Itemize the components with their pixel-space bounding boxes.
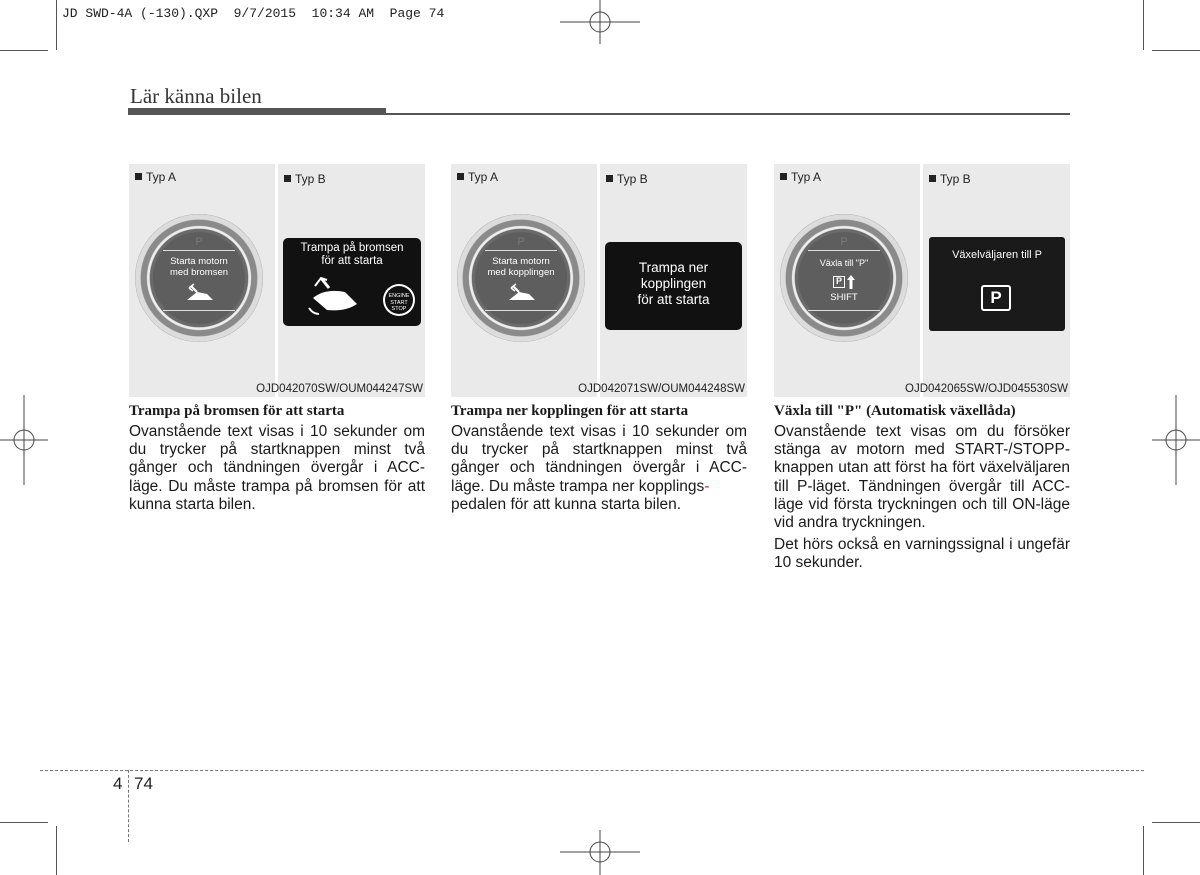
lcd-message-display (929, 237, 1065, 331)
chapter-number: 4 (113, 774, 123, 793)
lcd-message-display (605, 242, 742, 330)
column-1-body (129, 423, 425, 518)
brake-pedal-icon (183, 282, 217, 304)
title-rule-thin (386, 113, 1070, 115)
gauge-text-line-2: SHIFT (830, 292, 858, 303)
column-3-heading: Växla till "P" (Automatisk växellåda) (774, 403, 1016, 419)
page-number: 74 (134, 774, 153, 793)
print-header: JD SWD-4A (-130).QXP 9/7/2015 10:34 AM Page 74 (62, 6, 445, 21)
typ-b-label: Typ B (606, 172, 648, 186)
body-paragraph: Det hörs också en varningssignal i ungefär 10 sekunder. (774, 536, 1070, 572)
typ-b-subpanel (923, 164, 1070, 397)
gear-p-icon: P (833, 276, 845, 288)
gauge-text-line-2: med bromsen (169, 267, 229, 278)
cluster-gauge: P Växla till "P" P SHIFT (780, 214, 908, 342)
typ-b-label: Typ B (284, 172, 326, 186)
footer-dashed-rule (40, 770, 1144, 771)
cluster-gauge: P Starta motorn med bromsen (135, 214, 263, 342)
shift-arrow-up-icon (847, 275, 855, 289)
gauge-text-line-1: Starta motorn (170, 256, 228, 267)
lcd-message-display (283, 238, 421, 326)
engine-start-stop-button-icon: ENGINE START STOP (383, 284, 415, 316)
lcd-text-line-2: kopplingen (640, 276, 707, 291)
typ-b-subpanel (600, 164, 747, 397)
typ-a-subpanel (451, 164, 597, 397)
section-title: Lär känna bilen (130, 84, 262, 108)
column-2-body (451, 423, 747, 518)
hyphen-mark: - (704, 477, 710, 495)
column-2-heading: Trampa ner kopplingen för att starta (451, 403, 689, 419)
body-paragraph: Ovanstående text visas i 10 sekunder om du trycker på startknappen minst två gånger och tändningen övergår i ACC-läge. Du måste trampa ner kopplings- pedalen för att kunna starta bilen. (451, 423, 747, 513)
typ-a-label: Typ A (457, 170, 498, 184)
column-1-heading: Trampa på bromsen för att starta (129, 403, 345, 419)
gear-p-icon: P (981, 285, 1011, 311)
column-3-body (774, 423, 1070, 577)
lcd-text-line-2: för att starta (321, 255, 383, 267)
illustration-panel-1 (129, 164, 425, 397)
figure-caption: OJD042065SW/OJD045530SW (905, 383, 1068, 395)
lcd-text-line-1: Trampa på bromsen (300, 242, 404, 254)
illustration-panel-3 (774, 164, 1070, 397)
registration-mark-left (0, 395, 50, 485)
figure-caption: OJD042071SW/OUM044248SW (578, 383, 745, 395)
figure-caption: OJD042070SW/OUM044247SW (256, 383, 423, 395)
typ-b-subpanel (278, 164, 425, 397)
footer-dashed-separator (128, 770, 129, 842)
illustration-panel-2 (451, 164, 747, 397)
gauge-text-line-2: med kopplingen (487, 267, 555, 278)
registration-mark-top (560, 0, 640, 50)
gauge-text-line-1: Växla till "P" (819, 258, 869, 268)
registration-mark-right (1150, 395, 1200, 485)
lcd-text-line-1: Trampa ner (638, 260, 709, 275)
registration-mark-bottom (560, 826, 640, 875)
clutch-pedal-icon (505, 282, 539, 304)
body-paragraph: Ovanstående text visas i 10 sekunder om du trycker på startknappen minst två gånger och tändningen övergår i ACC-läge. Du måste trampa på bromsen för att kunna starta bilen. (129, 423, 425, 513)
title-rule-thick (128, 108, 386, 115)
gauge-text-line-1: Starta motorn (492, 256, 550, 267)
typ-a-label: Typ A (780, 170, 821, 184)
cluster-gauge: P Starta motorn med kopplingen (457, 214, 585, 342)
typ-a-subpanel (774, 164, 920, 397)
foot-on-pedal-icon (305, 274, 365, 316)
typ-a-label: Typ A (135, 170, 176, 184)
body-paragraph: Ovanstående text visas om du försöker stänga av motorn med START-/STOPP-knappen utan att först ha fört växelväljaren till P-läget. Tändningen övergår till ACC-läge vid första tryckningen och till ON-läge vid andra tryckningen. (774, 423, 1070, 532)
lcd-text-line-3: för att starta (637, 292, 710, 307)
typ-a-subpanel (129, 164, 275, 397)
typ-b-label: Typ B (929, 172, 971, 186)
lcd-text-line-1: Växelväljaren till P (952, 249, 1042, 261)
